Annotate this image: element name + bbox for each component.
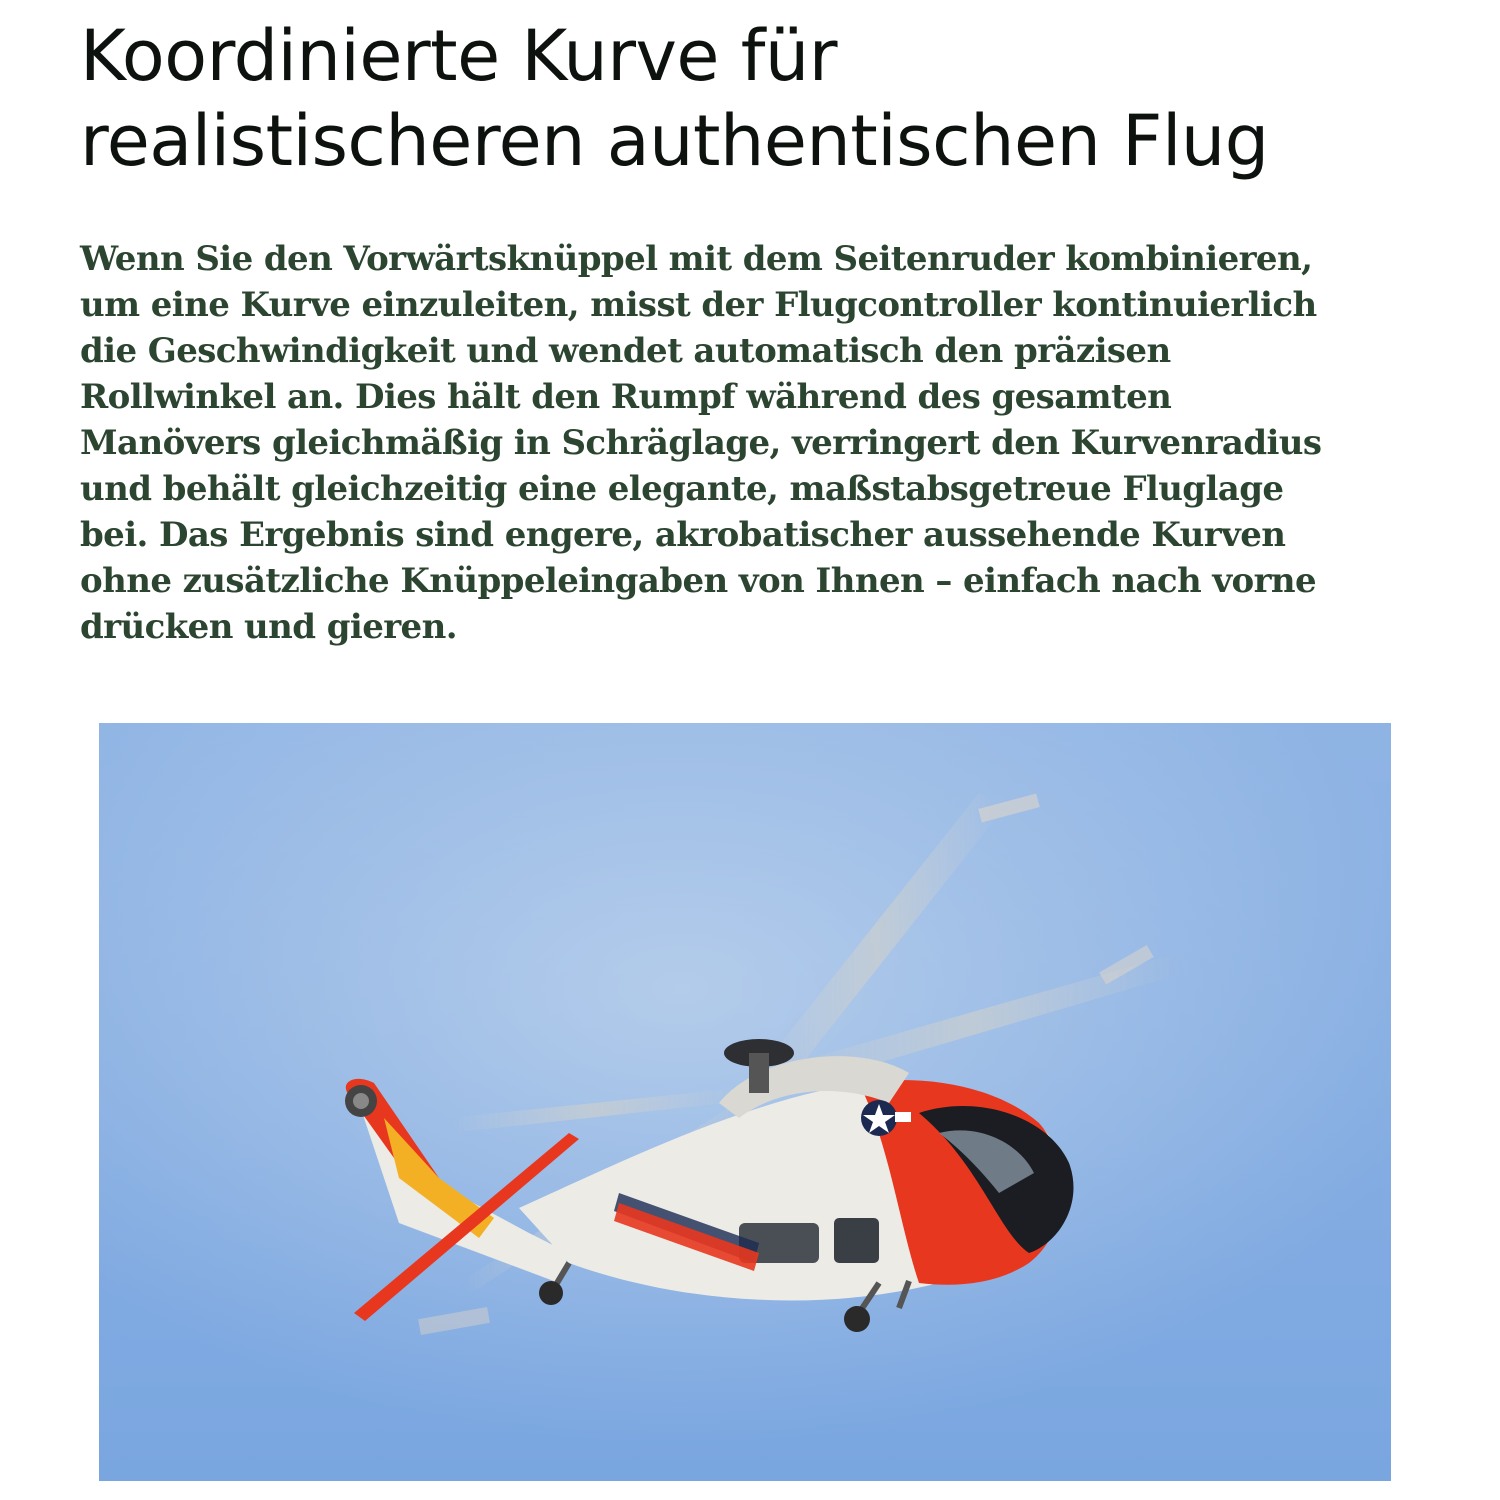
description-line: drücken und gieren. — [80, 607, 457, 647]
description-line: Manövers gleichmäßig in Schräglage, verringert den Kurvenradius — [80, 423, 1322, 463]
description-line: Wenn Sie den Vorwärtsknüppel mit dem Seitenruder kombinieren, — [80, 239, 1313, 279]
description-line: und behält gleichzeitig eine elegante, maßstabsgetreue Fluglage — [80, 469, 1284, 509]
description-line: die Geschwindigkeit und wendet automatisch den präzisen — [80, 331, 1171, 371]
description-line: bei. Das Ergebnis sind engere, akrobatischer aussehende Kurven — [80, 515, 1286, 555]
headline — [80, 14, 1490, 184]
headline-line-1: Koordinierte Kurve für — [80, 15, 838, 97]
description-line: ohne zusätzliche Knüppeleingaben von Ihnen – einfach nach vorne — [80, 561, 1317, 601]
description-line: um eine Kurve einzuleiten, misst der Flugcontroller kontinuierlich — [80, 285, 1317, 325]
headline-line-2: realistischeren authentischen Flug — [80, 100, 1269, 182]
helicopter-photo — [99, 723, 1391, 1481]
description-paragraph — [80, 236, 1480, 650]
description-line: Rollwinkel an. Dies hält den Rumpf während des gesamten — [80, 377, 1172, 417]
